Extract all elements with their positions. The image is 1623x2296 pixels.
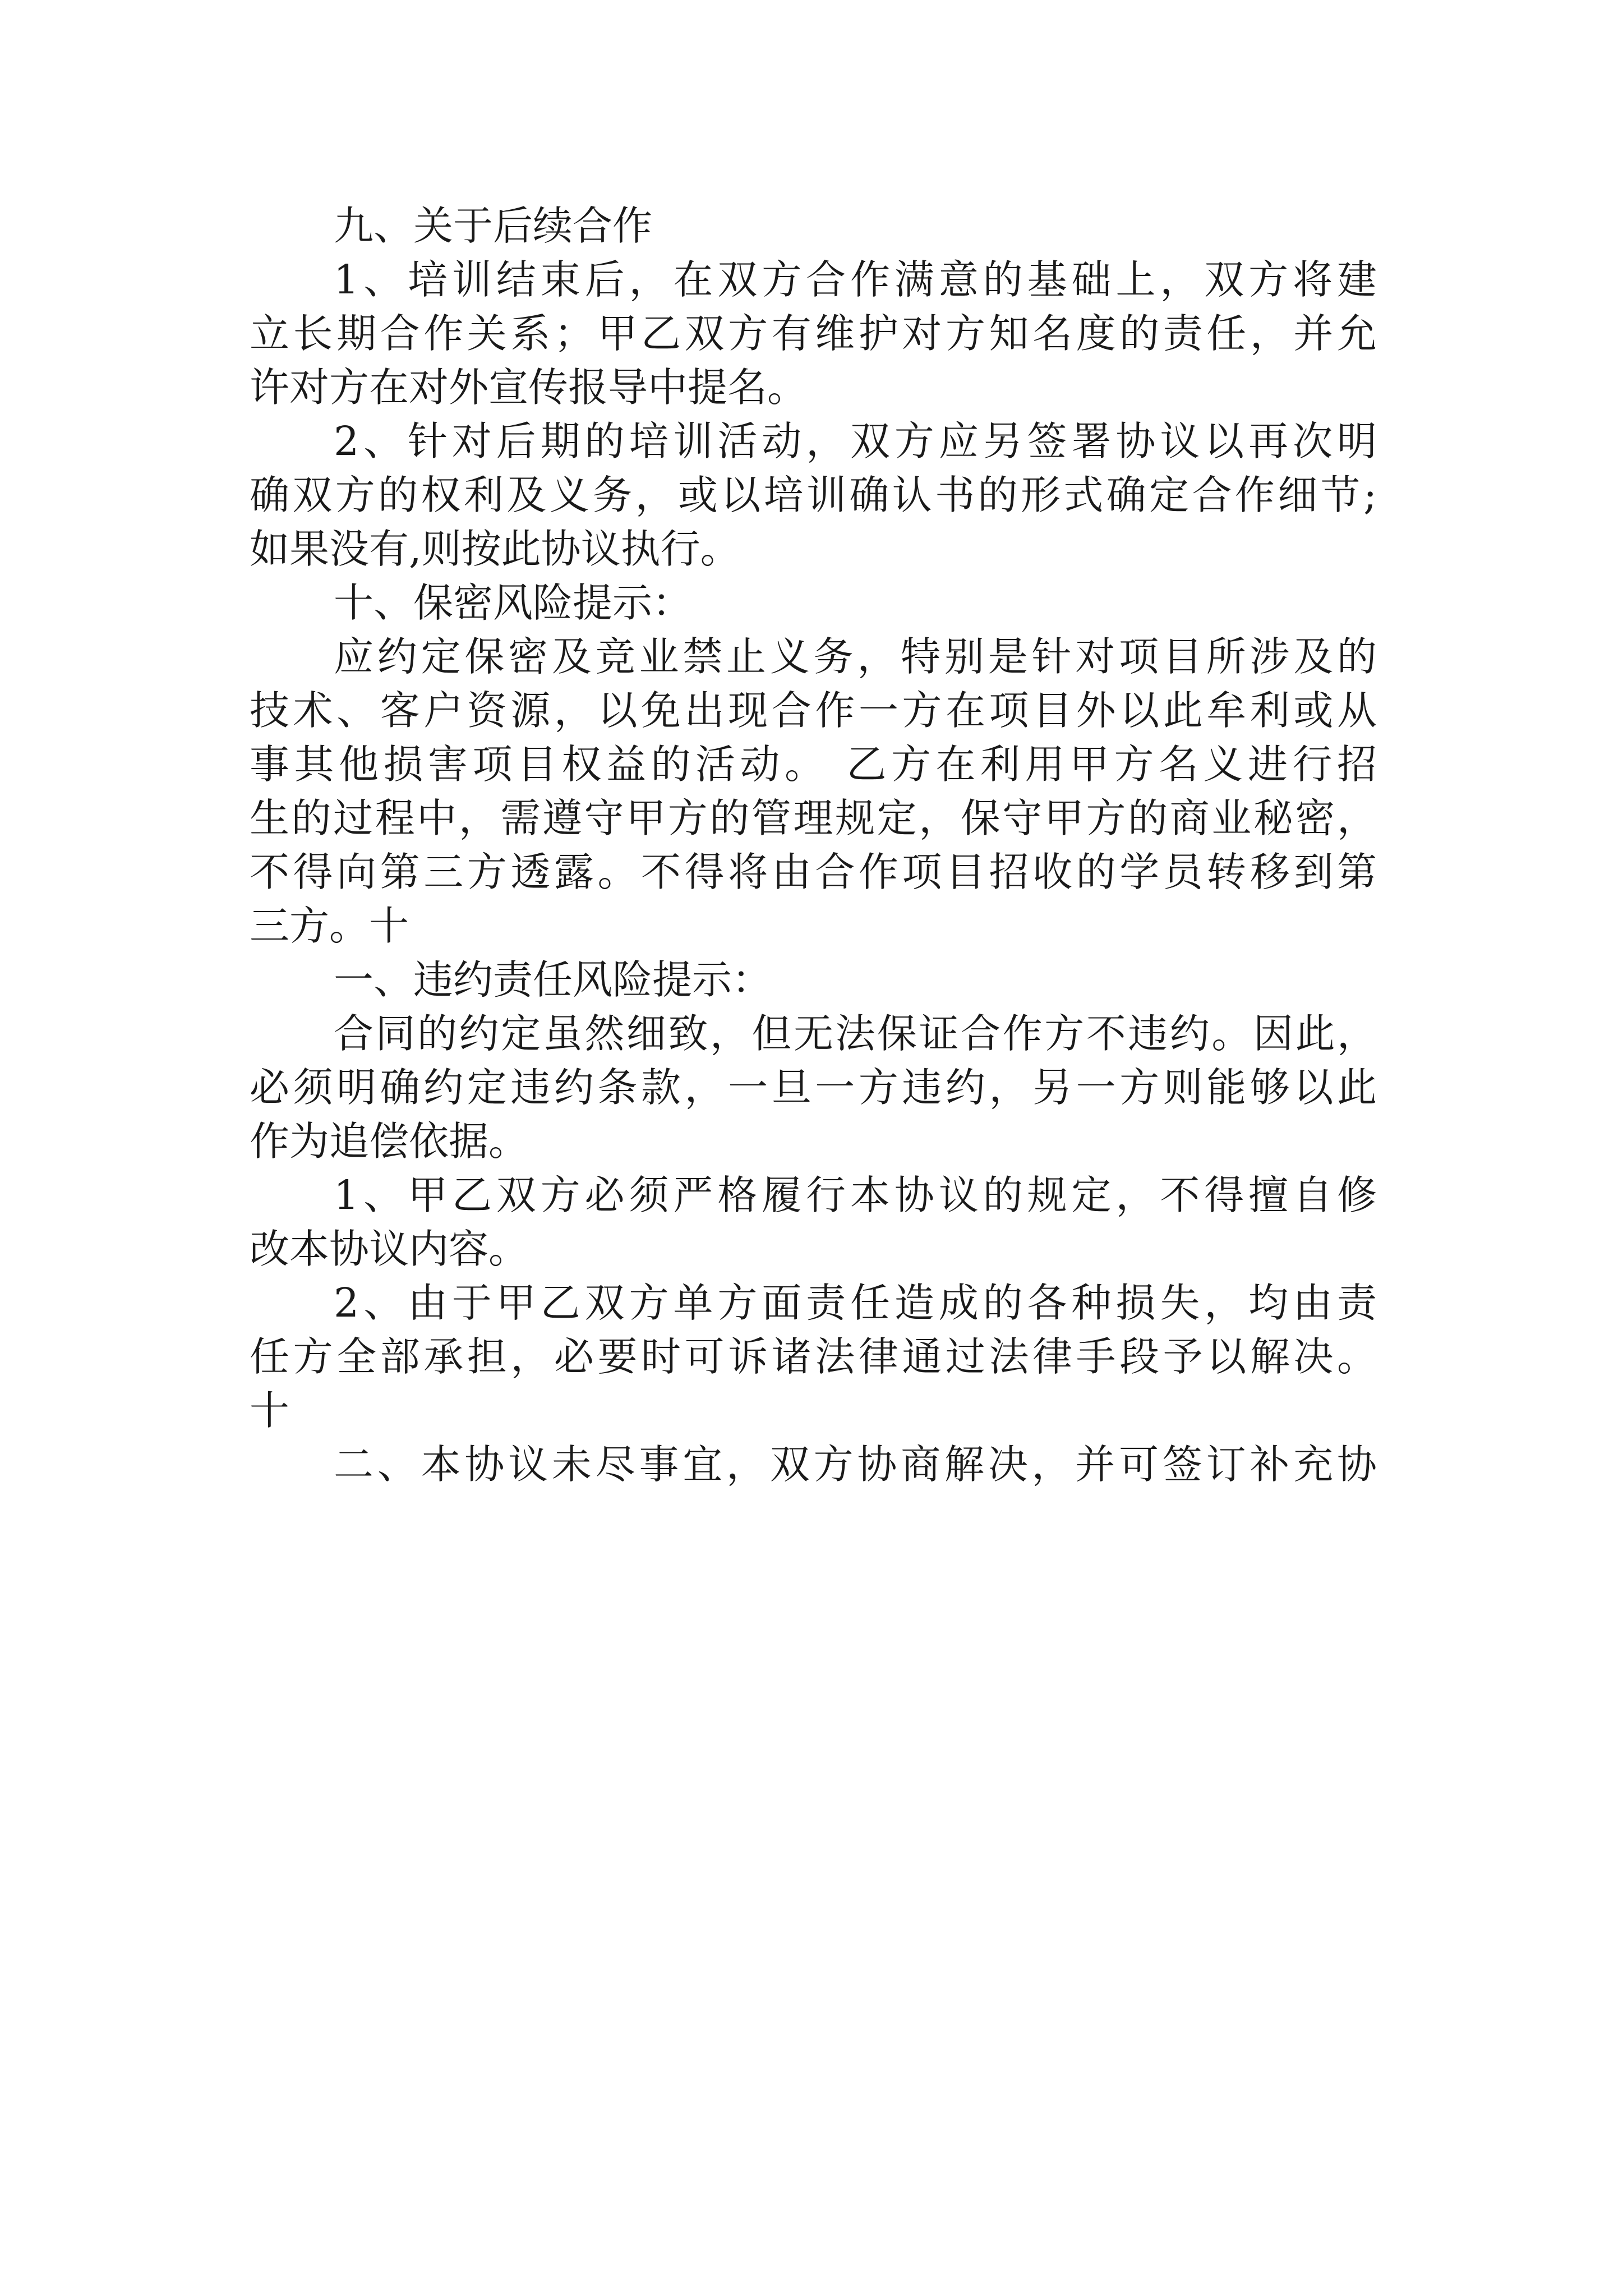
paragraph-line: 生的过程中，需遵守甲方的管理规定，保守甲方的商业秘密， [250, 795, 1377, 841]
paragraph-line: 技术、客户资源，以免出现合作一方在项目外以此牟利或从 [250, 687, 1377, 734]
paragraph-line: 如果没有,则按此协议执行。 [250, 526, 740, 572]
section-heading-follow-up-cooperation: 九、关于后续合作 [334, 203, 653, 249]
paragraph-line: 改本协议内容。 [250, 1226, 529, 1272]
section-heading-breach-liability: 一、违约责任风险提示： [334, 956, 772, 1003]
paragraph-line: 确双方的权利及义务，或以培训确认书的形式确定合作细节; [250, 472, 1377, 518]
paragraph-line: 不得向第三方透露。不得将由合作项目招收的学员转移到第 [250, 849, 1377, 895]
paragraph-line: 事其他损害项目权益的活动。 乙方在利用甲方名义进行招 [250, 741, 1377, 788]
paragraph-line: 1、培训结束后，在双方合作满意的基础上，双方将建 [334, 256, 1377, 303]
paragraph-line: 2、针对后期的培训活动，双方应另签署协议以再次明 [334, 418, 1377, 464]
paragraph-line: 任方全部承担，必要时可诉诸法律通过法律手段予以解决。 [250, 1333, 1377, 1380]
paragraph-line: 立长期合作关系；甲乙双方有维护对方知名度的责任，并允 [250, 310, 1377, 357]
paragraph-line: 三方。十 [250, 903, 409, 949]
paragraph-line: 必须明确约定违约条款，一旦一方违约，另一方则能够以此 [250, 1064, 1377, 1111]
paragraph-line: 十 [250, 1387, 290, 1434]
paragraph-line: 二、本协议未尽事宜，双方协商解决，并可签订补充协 [334, 1441, 1377, 1488]
paragraph-line: 2、由于甲乙双方单方面责任造成的各种损失，均由责 [334, 1280, 1377, 1326]
paragraph-line: 许对方在对外宣传报导中提名。 [250, 364, 808, 411]
paragraph-line: 1、甲乙双方必须严格履行本协议的规定，不得擅自修 [334, 1172, 1377, 1218]
paragraph-line: 应约定保密及竞业禁止义务，特别是针对项目所涉及的 [334, 633, 1377, 680]
section-heading-confidentiality: 十、保密风险提示： [334, 579, 693, 626]
paragraph-line: 作为追偿依据。 [250, 1118, 529, 1165]
paragraph-line: 合同的约定虽然细致，但无法保证合作方不违约。因此， [334, 1010, 1377, 1057]
document-body [250, 199, 1377, 1492]
